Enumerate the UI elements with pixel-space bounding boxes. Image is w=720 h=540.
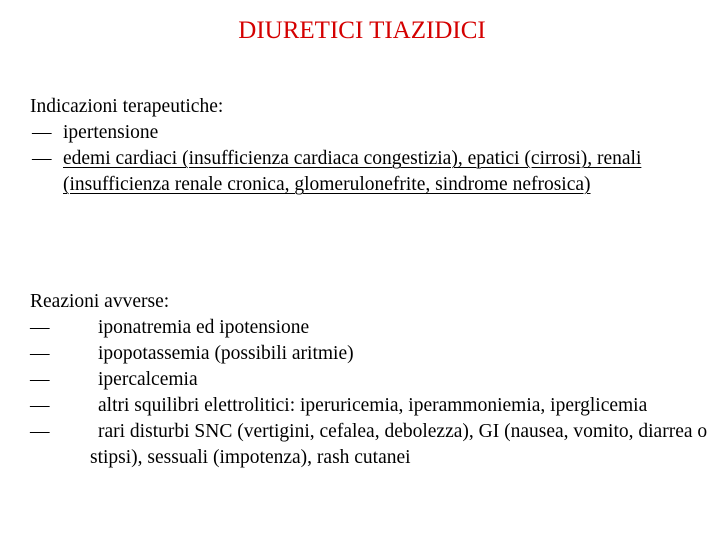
list-item [30, 120, 690, 146]
adverse-reactions-list [30, 315, 710, 471]
list-item [30, 341, 710, 367]
dash-marker: — [30, 369, 50, 390]
dash-marker: — [30, 421, 50, 442]
list-item [30, 146, 690, 198]
dash-marker: — [30, 395, 50, 416]
indications-heading: Indicazioni terapeutiche: [30, 96, 224, 117]
indications-list [30, 120, 690, 198]
indication-text [63, 148, 641, 195]
list-item [30, 367, 710, 393]
list-item [30, 315, 710, 341]
indications-section [30, 94, 690, 198]
adverse-reactions-section [30, 289, 710, 471]
indication-segment: edemi cardiaci (insufficienza cardiaca congestizia), epatici (cirrosi), renali [63, 148, 642, 169]
adverse-reaction-text: iponatremia ed ipotensione [98, 317, 310, 338]
adverse-reaction-text: rari disturbi SNC (vertigini, cefalea, debolezza), GI (nausea, vomito, diarrea o stipsi), sessuali (impotenza), rash cutanei [90, 421, 708, 468]
dash-marker: — [32, 148, 52, 169]
dash-marker: — [30, 317, 50, 338]
dash-marker: — [30, 343, 50, 364]
adverse-reaction-text: ipercalcemia [98, 369, 198, 390]
indication-segment: (insufficienza renale cronica, glomerulonefrite, sindrome nefrosica) [63, 174, 591, 195]
list-item [30, 393, 710, 419]
list-item [30, 419, 710, 471]
adverse-reactions-heading: Reazioni avverse: [30, 291, 170, 312]
indication-text [63, 122, 158, 143]
adverse-reaction-text: altri squilibri elettrolitici: iperuricemia, iperammoniemia, iperglicemia [98, 395, 648, 416]
dash-marker: — [32, 122, 52, 143]
adverse-reaction-text: ipopotassemia (possibili aritmie) [98, 343, 354, 364]
indication-segment: ipertensione [63, 122, 159, 143]
slide-title: DIURETICI TIAZIDICI [238, 17, 486, 44]
